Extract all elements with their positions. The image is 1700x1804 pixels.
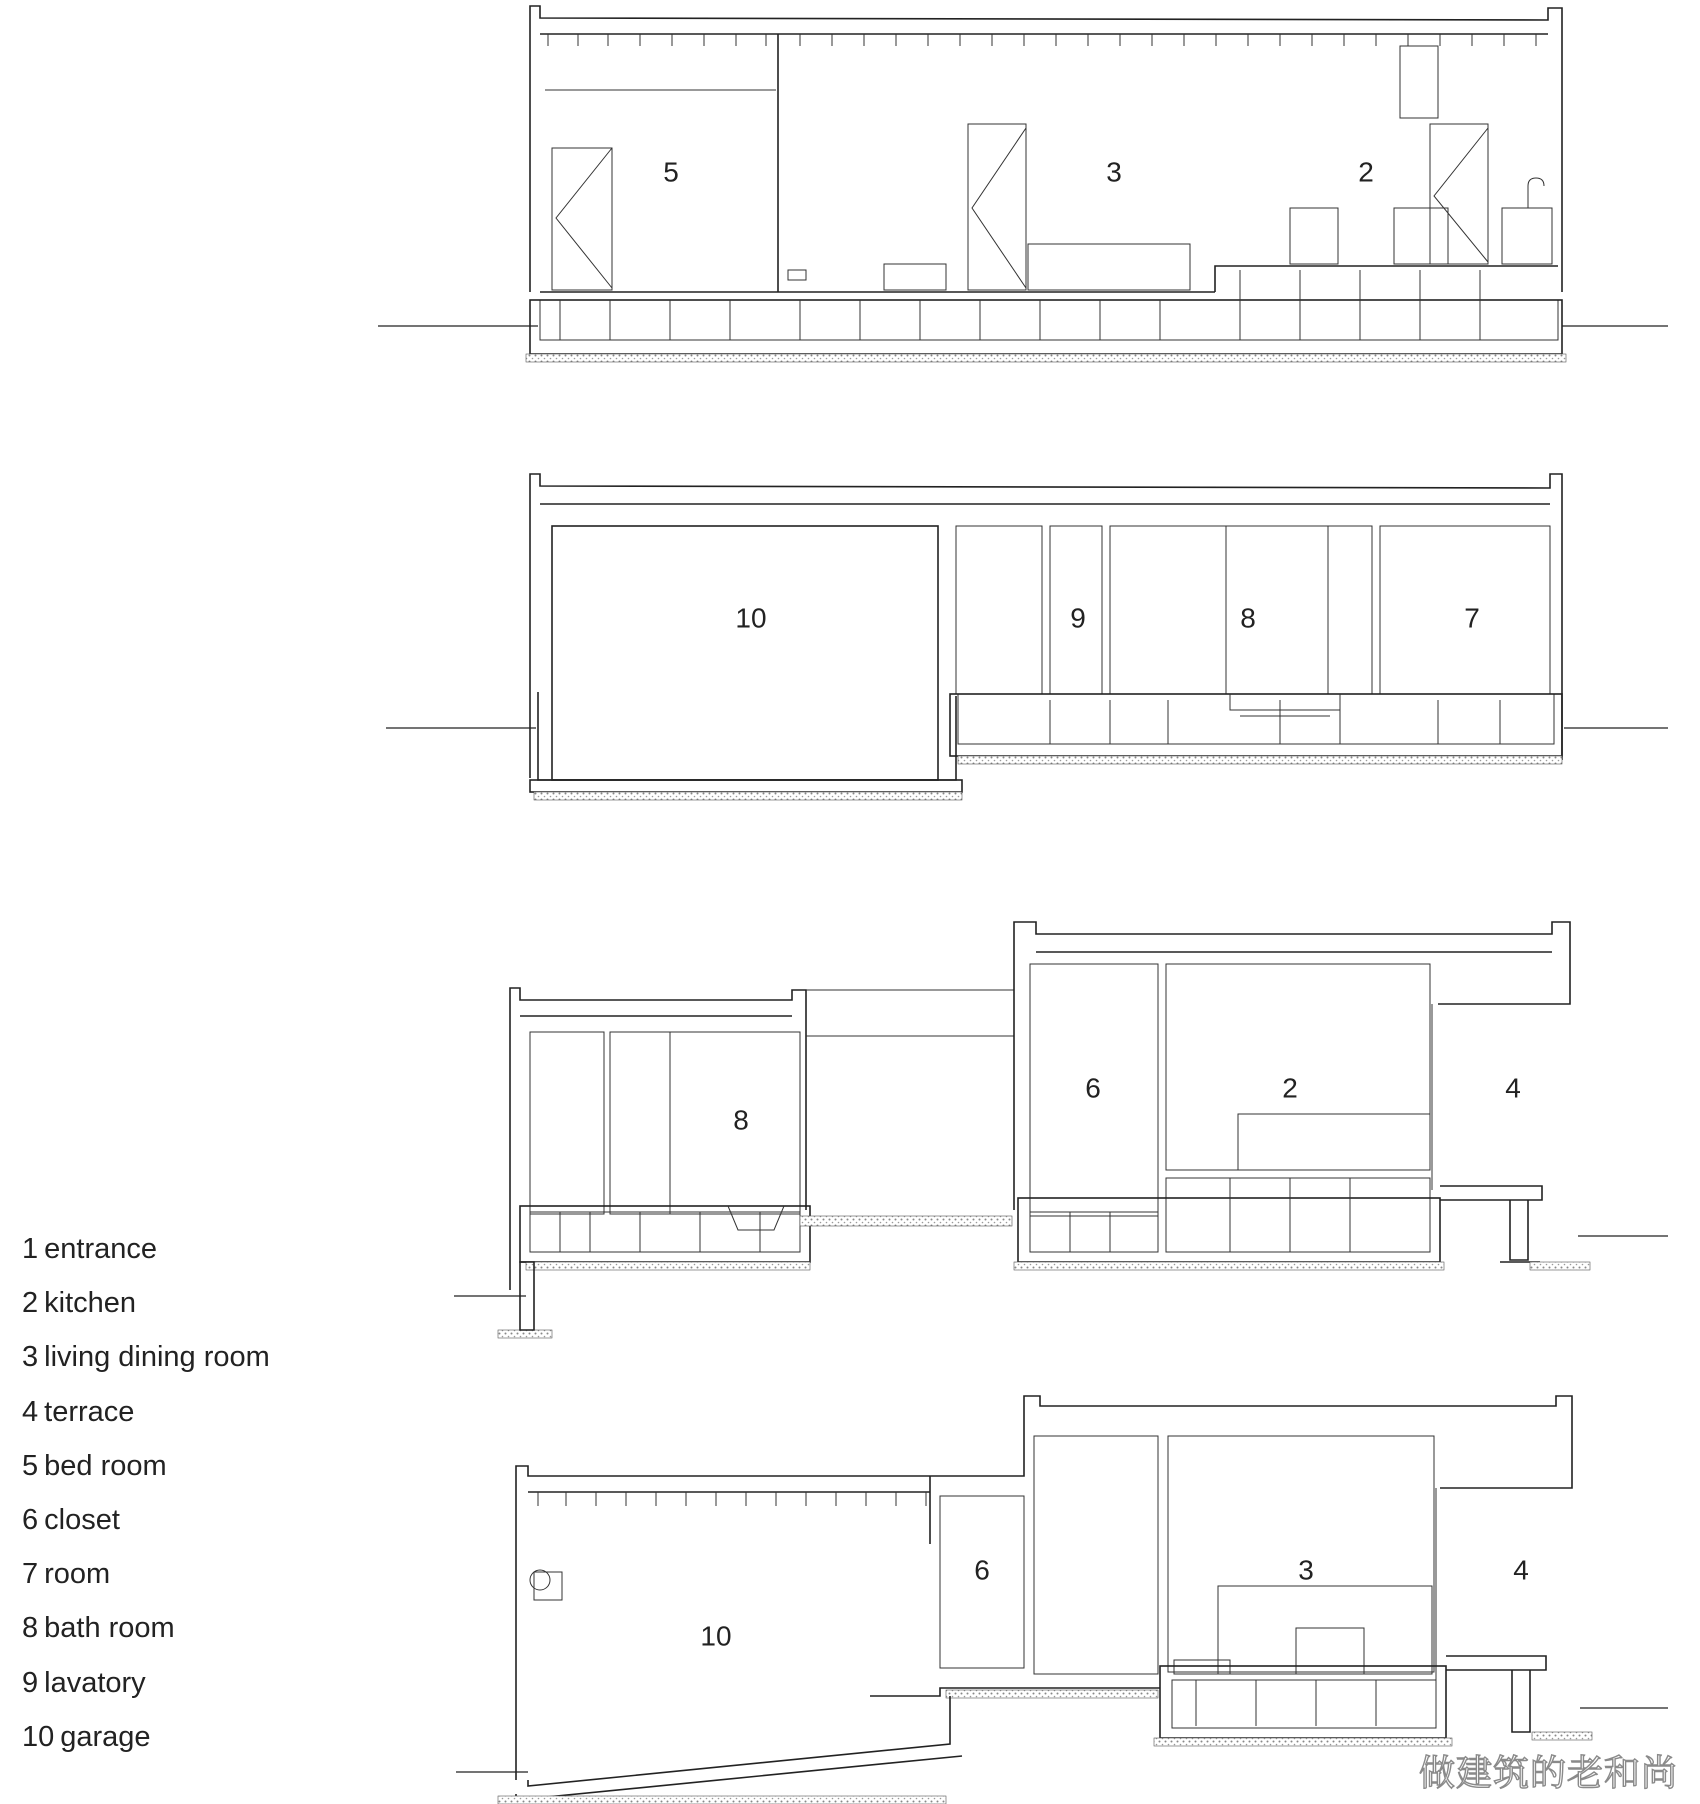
- legend-number: 5: [22, 1449, 39, 1482]
- legend-label: entrance: [44, 1233, 157, 1265]
- legend-item: [22, 1385, 270, 1439]
- room-number: 6: [1085, 1072, 1101, 1104]
- legend-label: closet: [44, 1503, 120, 1536]
- section-a: [378, 6, 1668, 362]
- section-b: [386, 474, 1668, 800]
- legend-number: 8: [22, 1612, 39, 1645]
- room-number: 9: [1070, 602, 1086, 634]
- legend-label: bed room: [44, 1449, 167, 1482]
- section-c: [454, 922, 1668, 1338]
- legend-number: 7: [22, 1558, 39, 1591]
- legend-label: bath room: [44, 1612, 175, 1645]
- legend-item: [22, 1710, 270, 1764]
- legend-number: 9: [22, 1666, 39, 1699]
- room-number: 2: [1282, 1072, 1298, 1104]
- legend-number: 6: [22, 1503, 39, 1536]
- legend-item: [22, 1222, 270, 1276]
- legend-item: [22, 1547, 270, 1601]
- legend-number: 1: [22, 1233, 39, 1265]
- legend-label: living dining room: [44, 1341, 270, 1374]
- room-number: 10: [735, 602, 767, 634]
- room-number: 7: [1464, 602, 1480, 634]
- legend-label: lavatory: [44, 1666, 146, 1699]
- room-number: 3: [1106, 156, 1122, 188]
- watermark: 做建筑的老和尚: [1418, 1753, 1678, 1794]
- room-number: 4: [1505, 1072, 1521, 1104]
- legend-label: room: [44, 1558, 111, 1591]
- legend-item: [22, 1601, 270, 1655]
- room-number: 10: [700, 1620, 732, 1652]
- legend-label: garage: [60, 1720, 151, 1753]
- legend-number: 3: [22, 1341, 39, 1374]
- section-d: [456, 1396, 1668, 1804]
- room-number: 5: [663, 156, 679, 188]
- legend-item: [22, 1656, 270, 1710]
- room-number: 4: [1513, 1554, 1529, 1586]
- legend-label: terrace: [44, 1395, 135, 1428]
- legend-item: [22, 1493, 270, 1547]
- room-number: 8: [733, 1104, 749, 1136]
- room-number: 2: [1358, 156, 1374, 188]
- room-legend: [22, 1222, 270, 1764]
- legend-item: [22, 1439, 270, 1493]
- legend-label: kitchen: [44, 1287, 137, 1320]
- legend-item: [22, 1330, 270, 1384]
- legend-number: 10: [22, 1720, 55, 1753]
- legend-item: [22, 1276, 270, 1330]
- room-number: 8: [1240, 602, 1256, 634]
- legend-number: 2: [22, 1287, 39, 1320]
- room-number: 3: [1298, 1554, 1314, 1586]
- legend-number: 4: [22, 1395, 39, 1428]
- room-number: 6: [974, 1554, 990, 1586]
